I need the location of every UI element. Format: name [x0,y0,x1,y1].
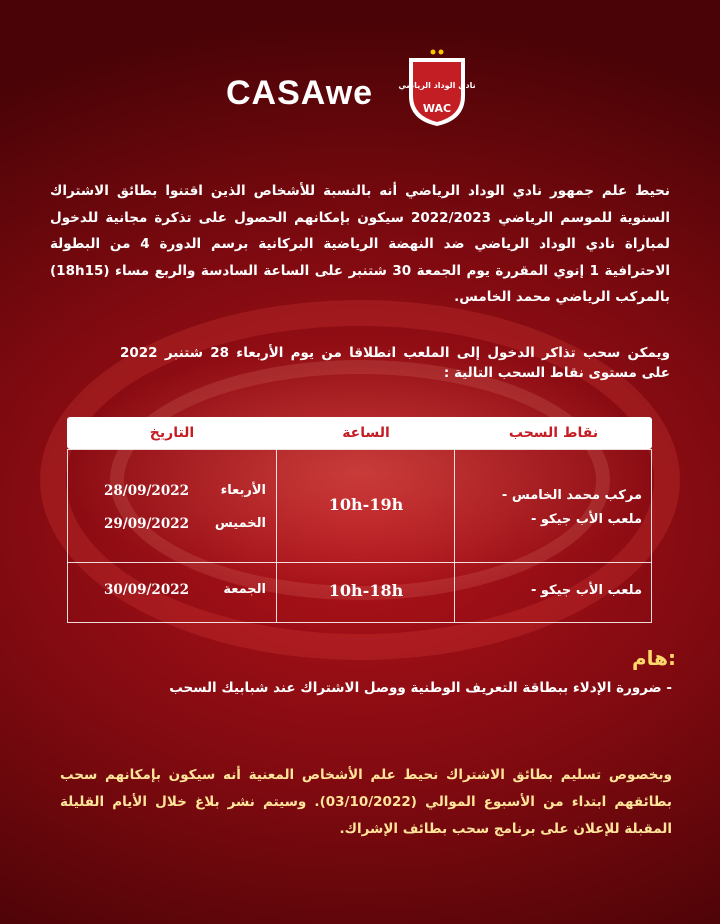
intro-paragraph: نحيط علم جمهور نادي الوداد الرياضي أنه بالنسبة للأشخاص الذين اقتنوا بطائق الاشتراك السنوية للموسم الرياضي 2022/2023 سيكون بإمكانهم الحصول على تذكرة مجانية للدخول لمباراة نادي الوداد الرياضي ضد النهضة الرياضية البركانية برسم الدورة 4 من البطولة الاحترافية 1 إنوي المقررة يوم الجمعة 30 شتنبر على الساعة السادسة والربع مساء (18h15) بالمركب الرياضي محمد الخامس. [50,183,670,305]
table-row-1-time: 10h-19h [328,495,404,514]
point-label: ملعب الأب جيكو [540,512,642,527]
club-crest-initials: WAC [422,102,452,115]
table-row-2-day-1: الجمعة [223,582,266,597]
table-row-1-date-1: 28/09/2022 [104,483,190,499]
table-row-2-time: 10h-18h [328,581,404,600]
closing-paragraph: وبخصوص تسليم بطائق الاشتراك نحيط علم الأشخاص المعنية أنه سيكون بإمكانهم سحب بطائقهم ابتداء من الأسبوع الموالي (03/10/2022). وسيتم نشر بلاغ خلال الأيام القليلة المقبلة للإعلان على برنامج سحب بطائف الإشراك. [60,767,672,837]
table-row-2-date-1: 30/09/2022 [104,582,190,598]
table-row-1-day-2: الخميس [214,516,266,531]
table-row-1-day-1: الأربعاء [220,483,266,498]
header-points: نقاط السحب [508,425,599,441]
club-crest-logo [398,48,476,128]
table-row-2-point-1: ملعب الأب جيكو - [530,583,642,598]
important-note: - ضرورة الإدلاء ببطاقة التعريف الوطنية ووصل الاشتراك عند شبابيك السحب [169,680,672,696]
table-row-1-point-2: ملعب الأب جيكو - [530,512,642,527]
point-label: ملعب الأب جيكو [540,583,642,598]
header-time: الساعة [342,425,390,441]
row-divider [67,562,652,563]
table-header [67,417,652,449]
pickup-table [67,417,652,623]
point-label: مركب محمد الخامس [511,488,642,503]
logo-bar [0,40,720,115]
partner-logo: CASAwe [226,74,374,112]
table-row-1-point-1: مركب محمد الخامس - [501,488,642,503]
important-heading: هام: [631,646,676,670]
header-date: التاريخ [149,425,195,441]
table-row-1-date-2: 29/09/2022 [104,516,190,532]
club-crest-arabic: نادي الوداد الرياضي [398,81,476,90]
pickup-paragraph: ويمكن سحب تذاكر الدخول إلى الملعب انطلاقا من يوم الأربعاء 28 شتنبر 2022 على مستوى نقاط السحب التالية : [120,345,670,381]
